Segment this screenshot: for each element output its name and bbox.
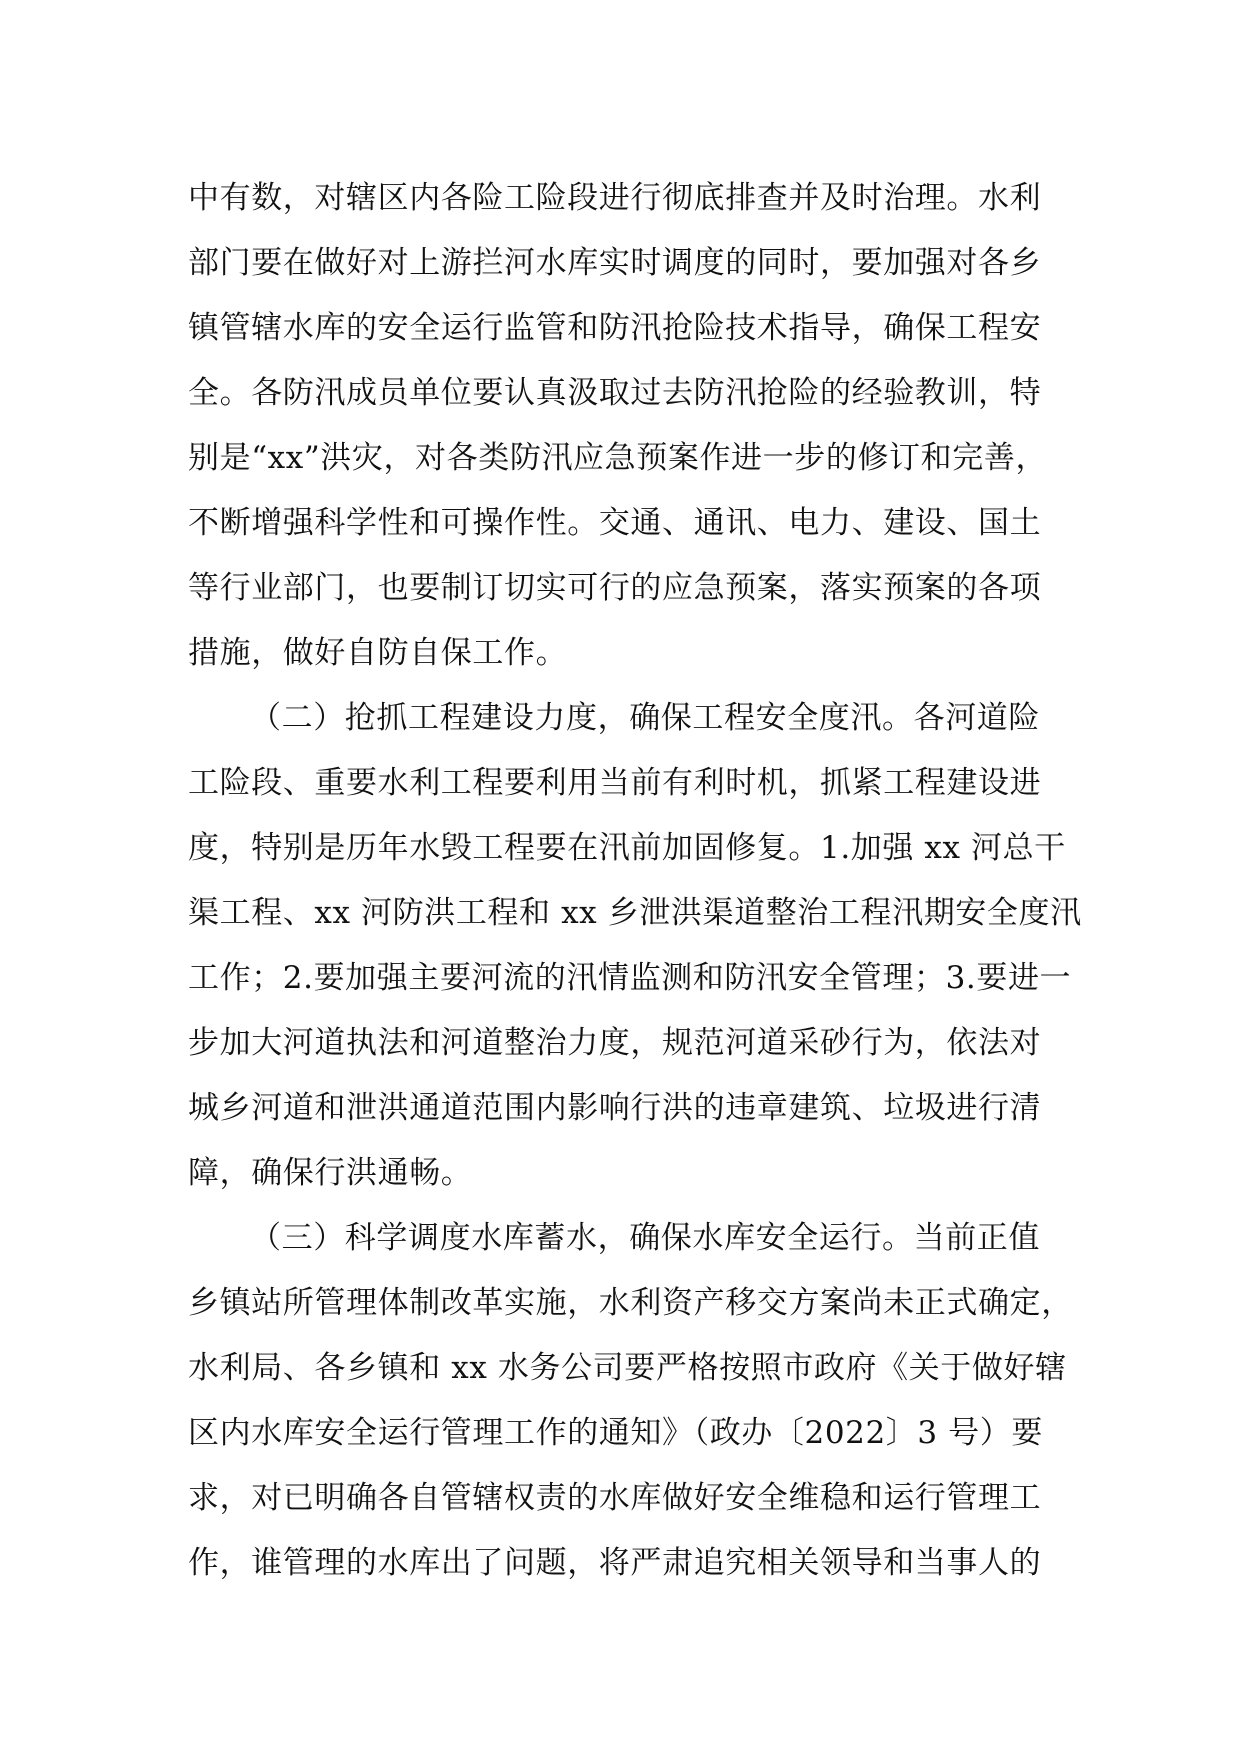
text-line: 求，对已明确各自管辖权责的水库做好安全维稳和运行管理工 [188, 1480, 1042, 1516]
text-line: 水利局、各乡镇和 xx 水务公司要严格按照市政府《关于做好辖 [188, 1350, 1067, 1386]
text-line: 作，谁管理的水库出了问题，将严肃追究相关领导和当事人的 [188, 1545, 1042, 1581]
text-line: 城乡河道和泄洪通道范围内影响行洪的违章建筑、垃圾进行清 [188, 1090, 1042, 1126]
text-line: 度，特别是历年水毁工程要在汛前加固修复。1.加强 xx 河总干 [188, 830, 1066, 866]
text-line: 中有数，对辖区内各险工险段进行彻底排查并及时治理。水利 [188, 180, 1042, 216]
text-line: 工险段、重要水利工程要利用当前有利时机，抓紧工程建设进 [188, 765, 1042, 801]
text-line: 乡镇站所管理体制改革实施，水利资产移交方案尚未正式确定， [188, 1285, 1073, 1321]
section-heading-line: （三）科学调度水库蓄水，确保水库安全运行。当前正值 [250, 1220, 1040, 1256]
body-text [188, 166, 1082, 1596]
section-heading-line: （二）抢抓工程建设力度，确保工程安全度汛。各河道险 [250, 700, 1040, 736]
text-line: 区内水库安全运行管理工作的通知》（政办〔2022〕3 号）要 [188, 1415, 1043, 1451]
text-line: 等行业部门，也要制订切实可行的应急预案，落实预案的各项 [188, 570, 1042, 606]
text-line: 工作；2.要加强主要河流的汛情监测和防汛安全管理；3.要进一 [188, 960, 1072, 996]
text-line: 渠工程、xx 河防洪工程和 xx 乡泄洪渠道整治工程汛期安全度汛 [188, 895, 1082, 931]
text-line: 障，确保行洪通畅。 [188, 1155, 473, 1191]
text-line: 全。各防汛成员单位要认真汲取过去防汛抢险的经验教训，特 [188, 375, 1042, 411]
text-line: 镇管辖水库的安全运行监管和防汛抢险技术指导，确保工程安 [188, 310, 1042, 346]
text-line: 不断增强科学性和可操作性。交通、通讯、电力、建设、国土 [188, 505, 1042, 541]
text-line: 步加大河道执法和河道整治力度，规范河道采砂行为，依法对 [188, 1025, 1042, 1061]
text-line: 部门要在做好对上游拦河水库实时调度的同时，要加强对各乡 [188, 245, 1042, 281]
text-line: 别是“xx”洪灾，对各类防汛应急预案作进一步的修订和完善， [188, 440, 1048, 476]
text-line: 措施，做好自防自保工作。 [188, 635, 568, 671]
